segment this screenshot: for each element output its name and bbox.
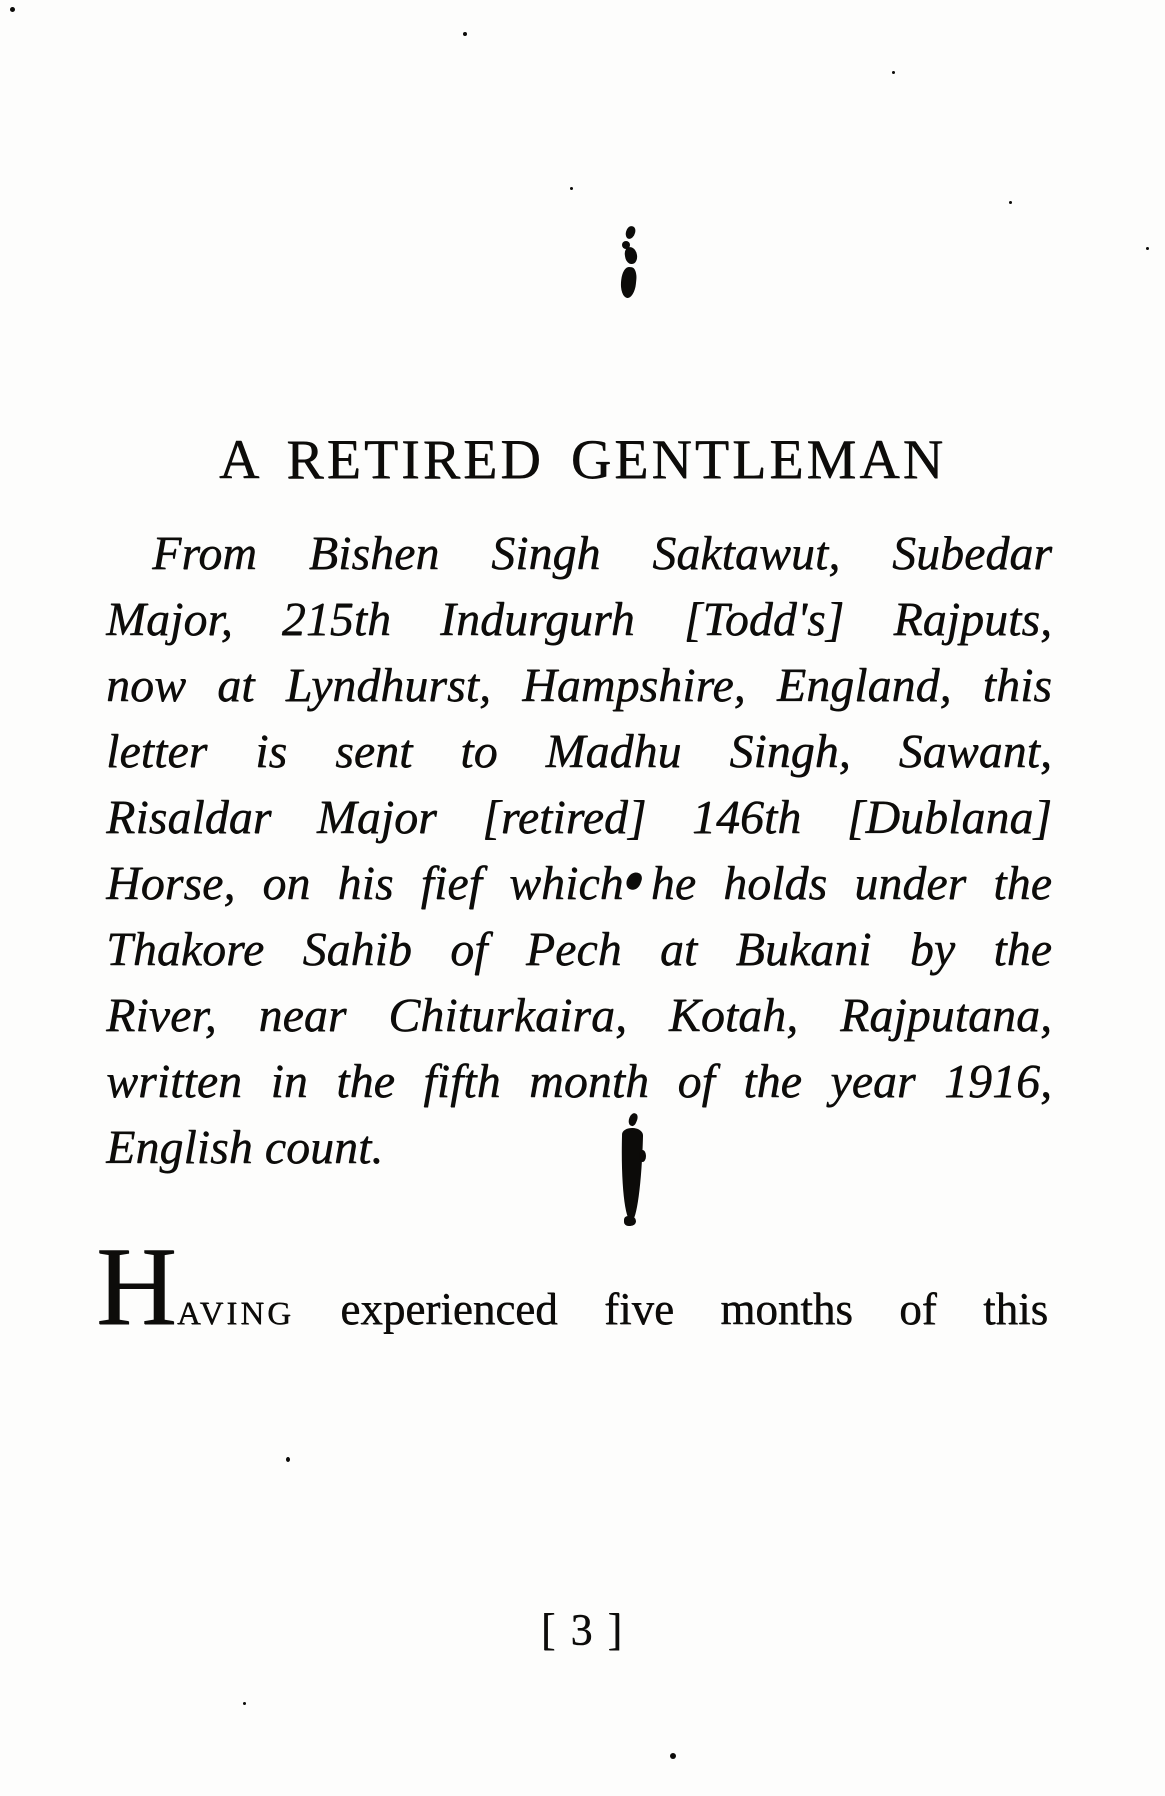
word: in <box>270 1055 308 1108</box>
text-line <box>106 521 1052 587</box>
word: England, <box>776 659 952 712</box>
text-line <box>106 785 1052 851</box>
word: Singh <box>491 527 601 580</box>
word: Risaldar <box>106 791 272 844</box>
ink-blot-large <box>639 1150 646 1162</box>
word: River, <box>106 989 217 1042</box>
word: is <box>255 725 288 778</box>
paper-speck <box>1009 201 1012 204</box>
word: Kotah, <box>668 989 799 1042</box>
word: Sahib <box>302 923 412 976</box>
word: under <box>854 857 967 910</box>
word: Pech <box>525 923 622 976</box>
word: on <box>262 857 311 910</box>
ink-squiggle-top <box>625 225 637 240</box>
word: near <box>258 989 347 1042</box>
word: Horse, <box>106 857 236 910</box>
word: Hampshire, <box>522 659 746 712</box>
paper-speck <box>570 187 573 190</box>
word: Rajputs, <box>893 593 1052 646</box>
word: Major, <box>106 593 233 646</box>
paper-speck <box>1146 247 1149 250</box>
word: of <box>899 1284 937 1334</box>
word: now <box>106 659 187 712</box>
word: which <box>508 857 624 910</box>
paper-speck <box>892 71 895 74</box>
word: to <box>460 725 498 778</box>
word: Saktawut, <box>652 527 841 580</box>
word: Subedar <box>892 527 1052 580</box>
word: this <box>982 659 1052 712</box>
word: he <box>650 857 697 910</box>
word: letter <box>106 725 208 778</box>
word: at <box>659 923 698 976</box>
dropcap-smallcaps: AVING <box>176 1296 294 1332</box>
text-line <box>106 719 1052 785</box>
word: From <box>152 527 257 580</box>
word: Rajputana, <box>839 989 1052 1042</box>
word: fief <box>420 857 482 910</box>
word: Lyndhurst, <box>285 659 491 712</box>
word: [Todd's] <box>683 593 845 646</box>
word: months <box>720 1284 853 1334</box>
dropcap-word <box>96 1225 294 1349</box>
body-paragraph <box>96 1225 1048 1349</box>
word: the <box>743 1055 802 1108</box>
word: of <box>677 1055 715 1108</box>
word: Bishen <box>308 527 440 580</box>
word: at <box>217 659 255 712</box>
paper-speck <box>286 1457 290 1462</box>
word: Indurgurh <box>440 593 635 646</box>
text-line <box>106 653 1052 719</box>
word: [retired] <box>482 791 647 844</box>
ink-squiggle-top <box>624 246 639 265</box>
ink-squiggle-top <box>619 266 637 298</box>
word: 215th <box>281 593 392 646</box>
word: Thakore <box>106 923 265 976</box>
paper-speck <box>243 1702 246 1705</box>
text-line <box>106 587 1052 653</box>
ink-blot-large <box>624 1216 636 1226</box>
word: Chiturkaira, <box>388 989 627 1042</box>
body-first-line <box>96 1225 1048 1349</box>
word: year <box>830 1055 916 1108</box>
dropcap-letter: H <box>96 1225 177 1349</box>
word: sent <box>335 725 413 778</box>
preamble-paragraph <box>106 521 1052 1181</box>
text-line <box>106 983 1052 1049</box>
word: 146th <box>691 791 802 844</box>
word: the <box>336 1055 395 1108</box>
paper-speck <box>670 1753 676 1759</box>
word: 1916, <box>944 1055 1052 1108</box>
word: of <box>450 923 488 976</box>
paper-speck <box>10 7 15 12</box>
word: the <box>993 923 1052 976</box>
word: Sawant, <box>898 725 1052 778</box>
word: the <box>993 857 1052 910</box>
word: Singh, <box>729 725 851 778</box>
text-line: English count. <box>106 1121 384 1174</box>
paper-speck <box>463 32 467 36</box>
word: experienced <box>340 1284 558 1334</box>
page-title: A RETIRED GENTLEMAN <box>218 428 947 491</box>
word: five <box>603 1284 674 1334</box>
word: Bukani <box>735 923 872 976</box>
word: his <box>337 857 394 910</box>
ink-blot-large <box>620 1128 643 1222</box>
text-line <box>106 1049 1052 1115</box>
text-line <box>106 917 1052 983</box>
word: [Dublana] <box>846 791 1052 844</box>
folio-page-number: [ 3 ] <box>540 1605 625 1654</box>
word: holds <box>723 857 828 910</box>
word: month <box>529 1055 650 1108</box>
word: Major <box>316 791 437 844</box>
word: Madhu <box>545 725 682 778</box>
word: by <box>909 923 956 976</box>
text-line <box>106 851 1052 917</box>
word: fifth <box>423 1055 501 1108</box>
word: written <box>106 1055 243 1108</box>
word: this <box>982 1284 1048 1334</box>
